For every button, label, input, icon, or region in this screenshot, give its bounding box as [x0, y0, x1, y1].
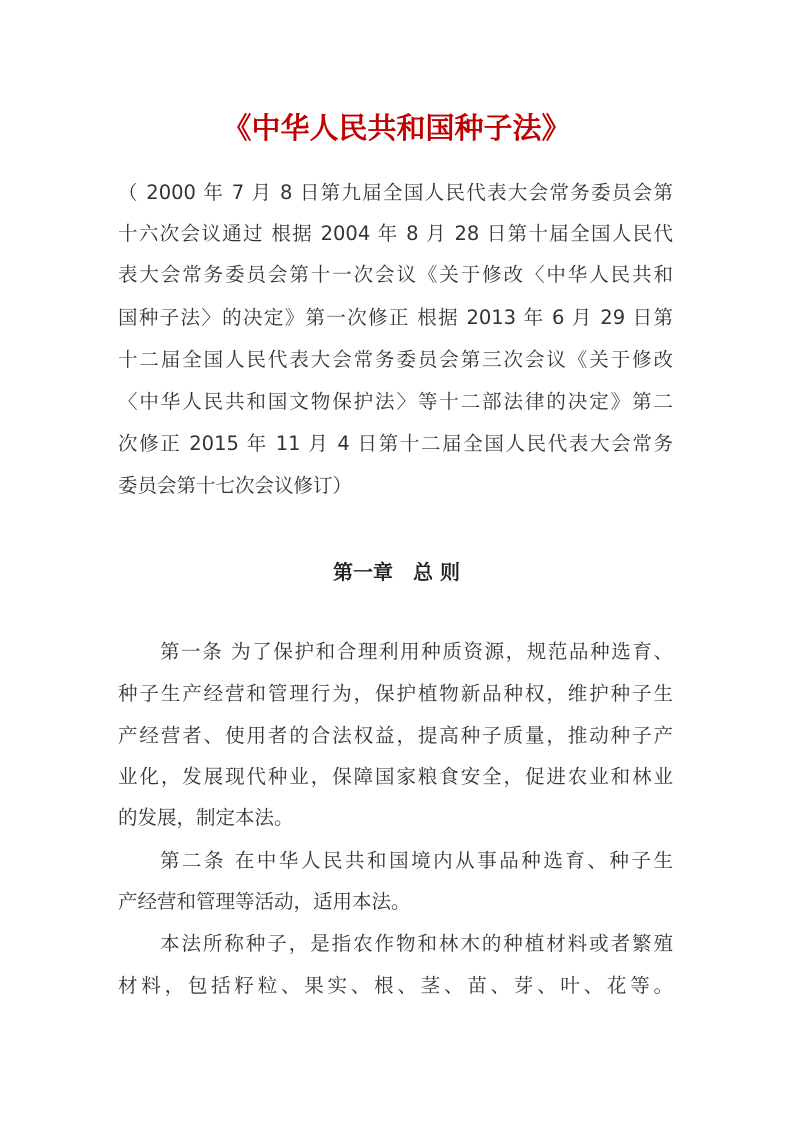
- preamble-line: 委员会第十七次会议修订）: [118, 474, 353, 497]
- article-line: 本法所称种子，是指农作物和林木的种植材料或者繁殖: [160, 932, 673, 955]
- preamble-line: 十六次会议通过 根据 2004 年 8 月 28 日第十届全国人民代: [118, 222, 673, 245]
- document-title: 《中华人民共和国种子法》: [222, 111, 571, 145]
- article-line: 第一条 为了保护和合理利用种质资源，规范品种选育、: [160, 640, 673, 663]
- preamble-line: 〈中华人民共和国文物保护法〉等十二部法律的决定》第二: [118, 390, 673, 413]
- article-line: 业化，发展现代种业，保障国家粮食安全，促进农业和林业: [118, 765, 673, 788]
- chapter-heading: 第一章 总 则: [333, 560, 460, 584]
- article-line: 种子生产经营和管理行为，保护植物新品种权，维护种子生: [118, 682, 673, 705]
- preamble-line: 十二届全国人民代表大会常务委员会第三次会议《关于修改: [118, 348, 673, 371]
- article-line: 材料，包括籽粒、果实、根、茎、苗、芽、叶、花等。: [118, 974, 673, 997]
- article-line: 产经营和管理等活动，适用本法。: [118, 890, 411, 913]
- article-line: 第二条 在中华人民共和国境内从事品种选育、种子生: [160, 849, 673, 872]
- preamble-line: （ 2000 年 7 月 8 日第九届全国人民代表大会常务委员会第: [118, 181, 673, 204]
- article-line: 的发展，制定本法。: [118, 806, 294, 829]
- preamble-line: 次修正 2015 年 11 月 4 日第十二届全国人民代表大会常务: [118, 432, 673, 455]
- preamble-line: 表大会常务委员会第十一次会议《关于修改〈中华人民共和: [118, 263, 673, 286]
- article-line: 产经营者、使用者的合法权益，提高种子质量，推动种子产: [118, 724, 673, 747]
- preamble-line: 国种子法〉的决定》第一次修正 根据 2013 年 6 月 29 日第: [118, 306, 673, 329]
